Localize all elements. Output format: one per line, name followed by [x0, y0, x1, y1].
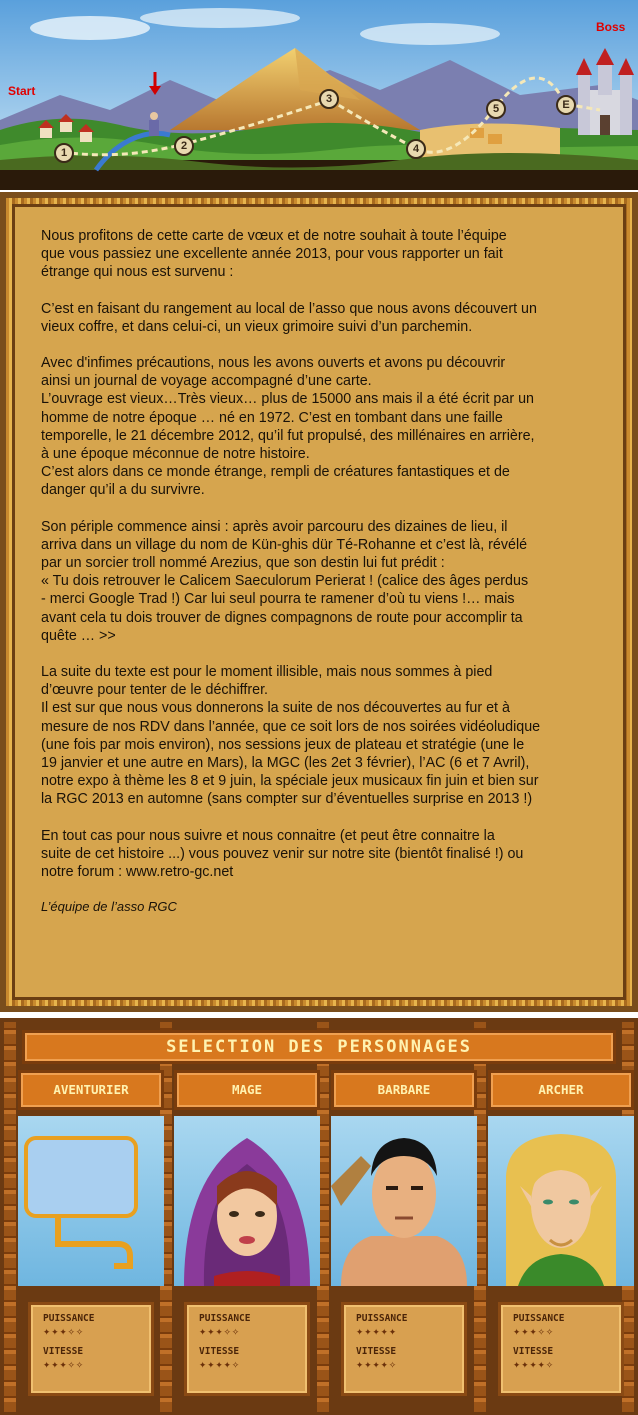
power-label: PUISSANCE [199, 1313, 251, 1324]
character-name: BARBARE [331, 1070, 477, 1110]
character-card-aventurier[interactable] [18, 1070, 164, 1410]
letter-signature: L’équipe de l’asso RGC [41, 899, 177, 915]
letter-paragraph [41, 354, 601, 500]
mage-illustration [174, 1116, 320, 1286]
speed-value: ✦✦✦✦✧ [513, 1357, 555, 1371]
character-name: MAGE [174, 1070, 320, 1110]
character-selection-panel [0, 1018, 638, 1415]
letter-body [12, 204, 626, 1000]
mage-portrait [174, 1116, 320, 1286]
text-line: arriva dans un village du nom de Kün-ghis dür Té-Rohanne et c’est là, révélé [41, 536, 528, 553]
character-stats [184, 1302, 310, 1396]
world-map [0, 0, 638, 190]
letter-panel [0, 192, 638, 1012]
character-name: AVENTURIER [18, 1070, 164, 1110]
level-stop-end[interactable]: E [556, 95, 576, 115]
power-label: PUISSANCE [356, 1313, 408, 1324]
text-line: vieux coffre, et dans celui-ci, un vieux grimoire suivi d’un parchemin. [41, 318, 473, 335]
power-value: ✦✦✦✧✧ [513, 1324, 555, 1338]
letter-paragraph [41, 663, 601, 809]
text-line: L’ouvrage est vieux…Très vieux… plus de 15000 ans mais il a été écrit par un [41, 391, 534, 408]
character-name: ARCHER [488, 1070, 634, 1110]
letter-paragraph [41, 827, 601, 882]
text-line: avant cela tu dois trouver de dignes compagnons de route pour accomplir ta [41, 609, 523, 626]
start-label: Start [8, 84, 36, 98]
character-stats [28, 1302, 154, 1396]
selection-title: SELECTION DES PERSONNAGES [22, 1030, 616, 1064]
character-stats [498, 1302, 624, 1396]
barbare-illustration [331, 1116, 477, 1286]
empty-slot-icon [18, 1116, 164, 1286]
character-portrait-empty [18, 1116, 164, 1286]
power-value: ✦✦✦✧✧ [199, 1324, 241, 1338]
character-stats [341, 1302, 467, 1396]
text-line: C’est en faisant du rangement au local de l’asso que nous avons découvert un [41, 300, 537, 317]
text-line: danger qu’il a du survivre. [41, 482, 205, 499]
text-line: (une fois par mois environ), nos sessions jeux de plateau et stratégie (une le [41, 736, 525, 753]
letter-paragraph [41, 518, 601, 645]
text-line: C’est alors dans ce monde étrange, rempli de créatures fantastiques et de [41, 464, 510, 481]
text-line: En tout cas pour nous suivre et nous connaitre (et peut être connaitre la [41, 827, 495, 844]
text-line: Son périple commence ainsi : après avoir parcouru des dizaines de lieu, il [41, 518, 508, 535]
speed-value: ✦✦✦✦✧ [199, 1357, 241, 1371]
text-line: notre expo à thème les 8 et 9 juin, la spéciale jeux musicaux fin juin et bien sur [41, 773, 539, 790]
text-line: étrange qui nous est survenu : [41, 264, 234, 281]
letter-paragraph [41, 227, 601, 282]
text-line: La suite du texte est pour le moment illisible, mais nous sommes à pied [41, 664, 493, 681]
text-line: par un sorcier troll nommé Arezius, que son destin lui fut prédit : [41, 555, 445, 572]
archer-illustration [488, 1116, 634, 1286]
level-stop-5[interactable]: 5 [486, 99, 506, 119]
speed-label: VITESSE [199, 1346, 240, 1357]
boss-label: Boss [596, 20, 626, 34]
speed-label: VITESSE [356, 1346, 397, 1357]
level-stop-2[interactable]: 2 [174, 136, 194, 156]
level-stop-3[interactable]: 3 [319, 89, 339, 109]
text-line: d’œuvre pour tenter de le déchiffrer. [41, 682, 269, 699]
barbare-portrait [331, 1116, 477, 1286]
text-line: Nous profitons de cette carte de vœux et de notre souhait à toute l’équipe [41, 228, 507, 244]
text-line: à une époque méconnue de notre histoire. [41, 446, 310, 463]
power-value: ✦✦✦✧✧ [43, 1324, 85, 1338]
text-line: Il est sur que nous vous donnerons la suite de nos découvertes au fur et à [41, 700, 510, 717]
speed-value: ✦✦✦✦✧ [356, 1357, 398, 1371]
text-line: mesure de nos RDV dans l’année, que ce soit lors de nos soirées vidéoludique [41, 718, 541, 735]
text-line: quête … >> [41, 627, 116, 644]
character-card-mage[interactable] [174, 1070, 320, 1410]
frame-pillar [4, 1022, 16, 1412]
text-line: ainsi un journal de voyage accompagné d’une carte. [41, 373, 372, 390]
text-line: - merci Google Trad !) Car lui seul pourra te ramener d’où tu viens !… mais [41, 591, 515, 608]
text-line: « Tu dois retrouver le Calicem Saeculorum Perierat ! (calice des âges perdus [41, 573, 529, 590]
speed-label: VITESSE [43, 1346, 84, 1357]
power-value: ✦✦✦✦✦ [356, 1324, 398, 1338]
level-stop-1[interactable]: 1 [54, 143, 74, 163]
level-stop-4[interactable]: 4 [406, 139, 426, 159]
speed-label: VITESSE [513, 1346, 554, 1357]
letter-paragraph [41, 300, 601, 336]
speed-value: ✦✦✦✧✧ [43, 1357, 85, 1371]
text-line: la RGC 2013 en automne (sans compter sur d’éventuelles surprise en 2013 !) [41, 791, 533, 808]
character-card-archer[interactable] [488, 1070, 634, 1410]
text-line: 19 janvier et une autre en Mars), la MGC (les 2et 3 février), l’AC (6 et 7 Avril), [41, 755, 530, 772]
text-line: notre forum : www.retro-gc.net [41, 864, 234, 881]
text-line: homme de notre époque … né en 1972. C’est en tombant dans une faille [41, 409, 503, 426]
text-line: suite de cet histoire ...) vous pouvez venir sur notre site (bientôt finalisé !) ou [41, 845, 524, 862]
archer-portrait [488, 1116, 634, 1286]
text-line: Avec d'infimes précautions, nous les avons ouverts et avons pu découvrir [41, 355, 506, 372]
text-line: que vous passiez une excellente année 2013, pour vous rapporter un fait [41, 246, 503, 263]
character-card-barbare[interactable] [331, 1070, 477, 1410]
power-label: PUISSANCE [43, 1313, 95, 1324]
letter-frame [6, 198, 632, 1006]
text-line: temporelle, le 21 décembre 2012, qu’il fut propulsé, des millénaires en arrière, [41, 427, 535, 444]
power-label: PUISSANCE [513, 1313, 565, 1324]
